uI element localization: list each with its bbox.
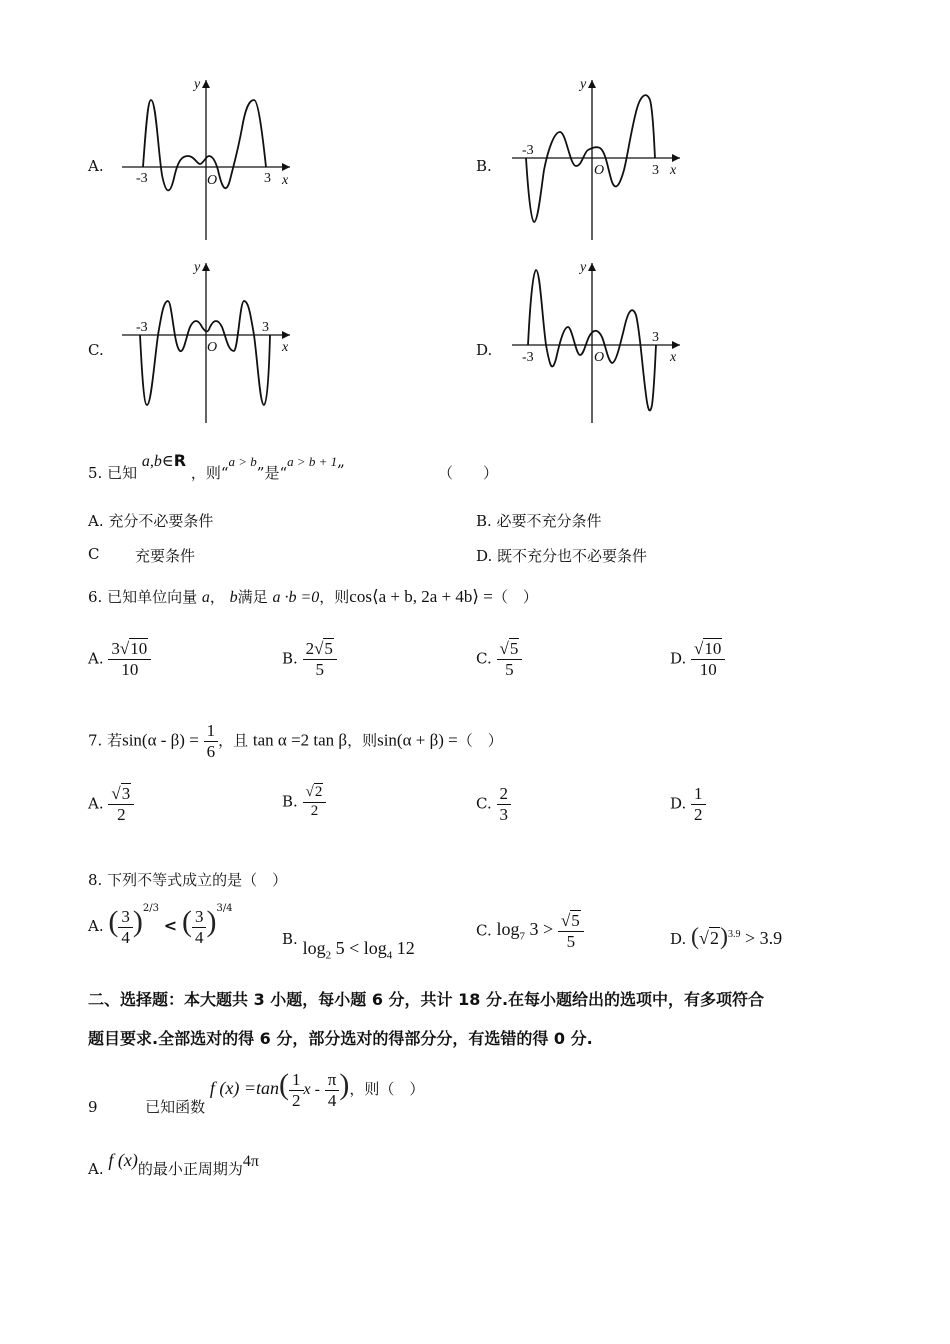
q6-a-label: A.: [88, 649, 104, 668]
y-axis-label: y: [194, 260, 201, 275]
q7-d-den: 2: [694, 804, 703, 824]
question-7-stem: [88, 722, 503, 761]
q5-option-b: B. 必要不充分条件: [476, 512, 602, 530]
q7-then: ，则: [347, 731, 378, 750]
q6-text2: 满足: [237, 588, 268, 606]
q5-set: R: [173, 451, 187, 470]
q6-c-den: 5: [505, 659, 514, 679]
origin-label: O: [207, 173, 218, 188]
q8-option-b: [282, 928, 415, 962]
q9-text: 已知函数: [145, 1098, 206, 1116]
q8-b-log-r: log: [363, 938, 387, 958]
graph-d: [500, 255, 700, 430]
q7-b-den: 2: [310, 802, 319, 819]
neg-tick-label: -3: [136, 171, 148, 186]
q6-option-a: A. $\frac{3√10}{10}$: [88, 640, 151, 679]
question-9-stem: 9 已知函数 f (x) =tan( $\frac{1}{2}$ x - $\frac{\pi}{4}$ )，则（ ）: [88, 1068, 425, 1116]
q5-cond2: a > b + 1: [287, 454, 338, 469]
q8-c-log: log: [496, 919, 520, 940]
x-axis-label: x: [282, 173, 289, 188]
q5-end: „: [337, 452, 345, 470]
q6-b-rad: 5: [324, 639, 333, 658]
q6-option-b: B. $\frac{2√5}{5}$: [282, 640, 337, 679]
q5-option-c-label: C: [88, 545, 100, 563]
q9-option-a: [88, 1150, 259, 1178]
q9-then: ，则（ ）: [349, 1080, 425, 1098]
q5-cond1: a > b: [228, 454, 257, 469]
q6-b-label: B.: [282, 649, 298, 668]
q8-c-den: 5: [566, 931, 576, 951]
q9-a-value: 4π: [242, 1153, 259, 1170]
q8-a-base-den-2: 4: [194, 927, 204, 947]
question-5-stem: [88, 450, 345, 482]
q8-b-log-l: log: [302, 938, 326, 958]
q8-a-exp1: 2/3: [142, 903, 159, 914]
q8-b-arg-l: 5 <: [331, 938, 364, 958]
q7-option-d: [670, 785, 706, 824]
pos-tick-label: 3: [262, 320, 269, 335]
q6-a-coef: 3: [111, 639, 120, 658]
q7-a-label: A.: [88, 794, 104, 813]
q6-d-label: D.: [670, 649, 687, 668]
q8-option-a: A. ( $\frac{3}{4}$ )$^{2/3}$ < ( $\frac{3}{4}$ )$^{3/4}$: [88, 903, 233, 947]
q8-b-sub-l: 2: [325, 949, 332, 962]
q5-mid: ”是“: [256, 464, 288, 482]
q7-b-label: B.: [282, 792, 298, 811]
q6-b-coef: 2: [305, 639, 315, 658]
q8-a-base-num: 3: [118, 908, 133, 928]
x-axis-label: x: [670, 163, 677, 178]
section-2-heading-line1: 二、选择题：本大题共 3 小题，每小题 6 分，共计 18 分.在每小题给出的选项中，有多项符合: [88, 990, 765, 1009]
q8-b-label: B.: [282, 930, 298, 948]
q9-pi-den: 4: [327, 1090, 337, 1110]
origin-label: O: [594, 163, 605, 178]
y-axis-label: y: [194, 77, 201, 92]
q6-option-d: D. $\frac{√10}{10}$: [670, 640, 725, 679]
q7-option-b: B. $\frac{√2}{2}$: [282, 785, 326, 820]
q6-vec-a: a: [201, 589, 210, 606]
q7-c-num: 2: [497, 785, 512, 805]
q7-sep: ，且: [218, 731, 249, 750]
q8-option-c: C. $\log_7 3$ > $\frac{√5}{5}$: [476, 912, 584, 951]
q9-a-function: f (x): [108, 1150, 138, 1170]
q8-c-label: C.: [476, 921, 492, 940]
q6-condition: a ·b =0: [272, 589, 320, 606]
q7-c-label: C.: [476, 794, 492, 813]
q6-d-den: 10: [699, 659, 717, 679]
option-d-label: D.: [476, 341, 493, 359]
q9-function: f (x) =tan: [209, 1078, 280, 1098]
neg-tick-label: -3: [522, 143, 534, 158]
q7-d-num: 1: [691, 785, 706, 805]
q6-vec-b: b: [229, 589, 238, 606]
q6-answer-paren: （ ）: [492, 588, 538, 606]
q8-d-exp: 3.9: [727, 929, 741, 940]
q8-c-rad: 5: [571, 911, 580, 930]
q5-vars: a,b∈: [141, 453, 174, 470]
graph-a: [110, 70, 310, 245]
q7-condition: tan α =2 tan β: [252, 730, 348, 750]
q7-lhs: sin(α - β) =: [122, 730, 199, 750]
q8-a-base-num-2: 3: [192, 908, 207, 928]
neg-tick-label: -3: [136, 320, 148, 335]
q6-text1: 6. 已知单位向量: [88, 588, 198, 606]
graph-b: [500, 70, 700, 245]
y-axis-label: y: [580, 260, 587, 275]
q7-expression: sin(α + β) =: [377, 730, 458, 750]
pos-tick-label: 3: [652, 330, 659, 345]
q9-number: 9: [88, 1098, 98, 1116]
q5-then: ，则“: [190, 464, 229, 482]
q7-answer-paren: （ ）: [457, 731, 503, 750]
q8-b-sub-r: 4: [386, 949, 393, 962]
q7-number: 7. 若: [88, 731, 123, 750]
q7-frac-den: 6: [206, 741, 216, 761]
pos-tick-label: 3: [652, 163, 659, 178]
q7-a-rad: 3: [121, 784, 131, 803]
q7-c-den: 3: [499, 804, 508, 824]
q8-d-rad: 2: [709, 928, 719, 948]
origin-label: O: [594, 350, 605, 365]
q6-b-den: 5: [315, 659, 324, 679]
q8-option-d: D. $(√2)^{3.9} > 3.9$: [670, 924, 783, 950]
q9-frac-den: 2: [292, 1090, 301, 1110]
q6-c-rad: 5: [509, 639, 519, 658]
option-a-label: A.: [88, 157, 104, 175]
q8-d-label: D.: [670, 930, 687, 948]
q8-c-arg: 3 >: [525, 919, 554, 940]
q5-option-c: 充要条件: [135, 547, 196, 565]
q6-expression: cos⟨a + b, 2a + 4b⟩ =: [349, 587, 493, 606]
question-8-stem: 8. 下列不等式成立的是（ ）: [88, 871, 288, 889]
q9-pi-num: π: [325, 1071, 340, 1091]
q6-d-rad: 10: [704, 639, 722, 658]
q5-option-d: D. 既不充分也不必要条件: [476, 547, 648, 565]
q6-a-rad: 10: [130, 639, 148, 658]
graph-c: [110, 255, 310, 430]
pos-tick-label: 3: [264, 171, 271, 186]
neg-tick-label: -3: [522, 350, 534, 365]
q8-a-label: A.: [88, 917, 104, 935]
q5-answer-paren: （ ）: [438, 464, 499, 482]
q7-option-a: A. $\frac{√3}{2}$: [88, 785, 134, 824]
q7-frac-num: 1: [204, 722, 219, 742]
q6-a-den: 10: [121, 659, 139, 679]
q6-text3: ，则: [319, 588, 350, 606]
q8-a-op: <: [163, 916, 178, 935]
q9-a-text: 的最小正周期为: [137, 1160, 243, 1178]
q7-a-den: 2: [117, 804, 126, 824]
option-c-label: C.: [88, 341, 104, 359]
y-axis-label: y: [580, 77, 587, 92]
q5-number: 5. 已知: [88, 464, 138, 482]
x-axis-label: x: [282, 340, 289, 355]
q8-a-exp2: 3/4: [216, 903, 233, 914]
q6-sep: ，: [209, 588, 225, 606]
x-axis-label: x: [670, 350, 677, 365]
q7-d-label: D.: [670, 794, 687, 813]
q8-a-base-den: 4: [121, 927, 130, 947]
origin-label: O: [207, 340, 218, 355]
q6-c-label: C.: [476, 649, 492, 668]
q9-mid: x -: [303, 1081, 320, 1098]
q7-b-rad: 2: [314, 784, 323, 800]
q7-option-c: [476, 785, 511, 824]
section-2-heading-line2: 题目要求.全部选对的得 6 分，部分选对的得部分分，有选错的得 0 分.: [88, 1029, 593, 1048]
q8-b-arg-r: 12: [392, 938, 415, 958]
q9-a-label: A.: [88, 1160, 104, 1178]
q9-frac-num: 1: [289, 1071, 304, 1091]
q6-option-c: C. $\frac{√5}{5}$: [476, 640, 522, 679]
q8-c-sub: 7: [519, 930, 526, 943]
q5-option-a: A. 充分不必要条件: [88, 512, 214, 530]
question-6-stem: [88, 586, 538, 607]
q8-d-rhs: > 3.9: [744, 928, 783, 948]
option-b-label: B.: [476, 157, 492, 175]
